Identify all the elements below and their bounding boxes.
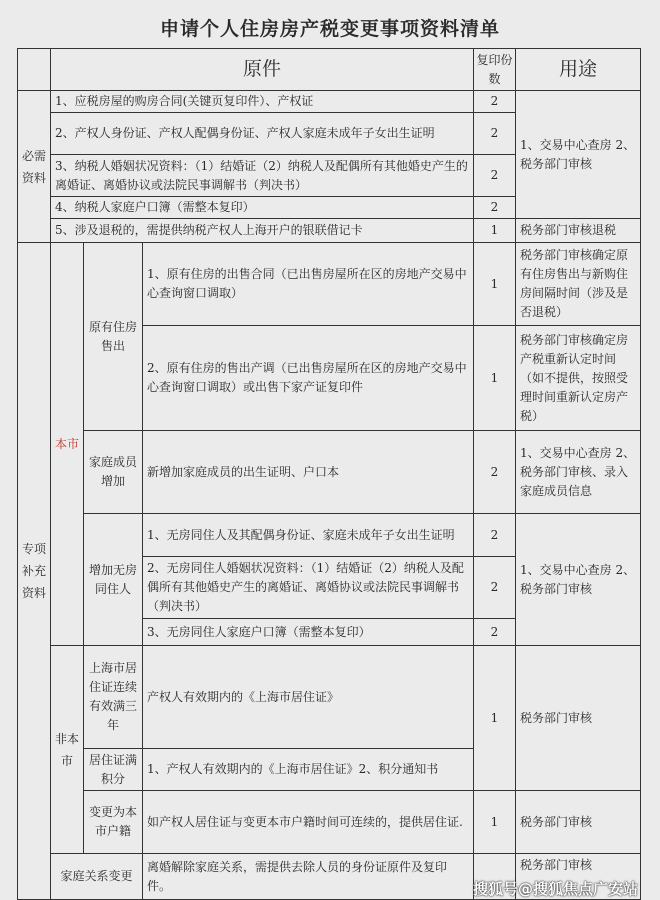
usage-cell: 税务部门审核退税 [516,219,641,243]
table-row: 2、无房同住人婚姻状况资料：（1）结婚证（2）纳税人及配偶所有其他婚史产生的离婚证、离婚协议或法院民事调解书（判决书） [143,557,474,619]
page-title: 申请个人住房房产税变更事项资料清单 [159,18,500,40]
header-usage: 用途 [516,49,641,91]
table-row: 2、原有住房的售出产调（已出售房屋所在区的房地产交易中心查询窗口调取）或出售下家产证复印件 [143,326,474,431]
copies-cell: 2 [474,431,516,514]
header-copies: 复印份数 [474,49,516,91]
table-row: 1、原有住房的出售合同（已出售房屋所在区的房地产交易中心查询窗口调取） [143,243,474,326]
copies-cell: 1 [474,646,516,791]
usage-cell: 税务部门审核确定房产税重新认定时间（如不提供，按照受理时间重新认定房产税） [516,326,641,431]
copies-cell: 1 [474,219,516,243]
usage-cell: 税务部门审核确定原有住房售出与新购住房间隔时间（涉及是否退税） [516,243,641,326]
usage-cell: 1、交易中心查房 2、税务部门审核 [516,514,641,646]
table-row: 如产权人居住证与变更本市户籍时间可连续的，提供居住证. [143,791,474,854]
table-row: 5、涉及退税的，需提供纳税产权人上海开户的银联借记卡 [51,219,474,243]
usage-cell: 1、交易中心查房 2、税务部门审核 [516,91,641,219]
table-row: 2、产权人身份证、产权人配偶身份证、产权人家庭未成年子女出生证明 [51,113,474,155]
table-row: 1、产权人有效期内的《上海市居住证》2、积分通知书 [143,749,474,791]
copies-cell: 1 [474,791,516,854]
watermark: 搜狐号@搜狐焦点广安站 [472,880,638,898]
permit3-label: 上海市居住证连续有效满三年 [84,646,143,749]
table-row: 3、无房同住人家庭户口簿（需整本复印） [143,619,474,646]
copies-cell: 2 [474,155,516,197]
table-row: 离婚解除家庭关系，需提供去除人员的身份证原件及复印件。 [143,854,474,900]
copies-cell: 2 [474,197,516,219]
copies-cell: 2 [474,113,516,155]
table-row: 新增加家庭成员的出生证明、户口本 [143,431,474,514]
copies-cell: 2 [474,557,516,619]
local-label: 本市 [51,243,84,646]
copies-cell: 1 [474,326,516,431]
family-change-label: 家庭关系变更 [51,854,143,900]
usage-cell: 税务部门审核 [516,646,641,791]
nonlocal-label: 非本市 [51,646,84,854]
table-wrapper [17,48,640,900]
copies-cell: 1 [474,243,516,326]
table-row: 1、应税房屋的购房合同(关键页复印件）、产权证 [51,91,474,113]
materials-table [17,48,641,900]
required-label: 必需资料 [18,91,51,243]
table-row: 4、纳税人家庭户口簿（需整本复印） [51,197,474,219]
family-add-label: 家庭成员增加 [84,431,143,514]
table-row: 1、无房同住人及其配偶身份证、家庭未成年子女出生证明 [143,514,474,557]
copies-cell: 2 [474,514,516,557]
usage-cell: 1、交易中心查房 2、税务部门审核、录入家庭成员信息 [516,431,641,514]
usage-cell: 税务部门审核 [516,791,641,854]
copies-cell: 2 [474,91,516,113]
table-row: 产权人有效期内的《上海市居住证》 [143,646,474,749]
usage-cell: 税务部门审核 [516,854,641,900]
copies-cell: 2 [474,619,516,646]
table-row: 3、纳税人婚姻状况资料：（1）结婚证（2）纳税人及配偶所有其他婚史产生的离婚证、离婚协议或法院民事调解书（判决书） [51,155,474,197]
points-label: 居住证满积分 [84,749,143,791]
header-blank [18,49,51,91]
header-original: 原件 [51,49,474,91]
hukou-label: 变更为本市户籍 [84,791,143,854]
special-label: 专项补充资料 [18,243,51,900]
sold-label: 原有住房售出 [84,243,143,431]
cohabitant-label: 增加无房同住人 [84,514,143,646]
